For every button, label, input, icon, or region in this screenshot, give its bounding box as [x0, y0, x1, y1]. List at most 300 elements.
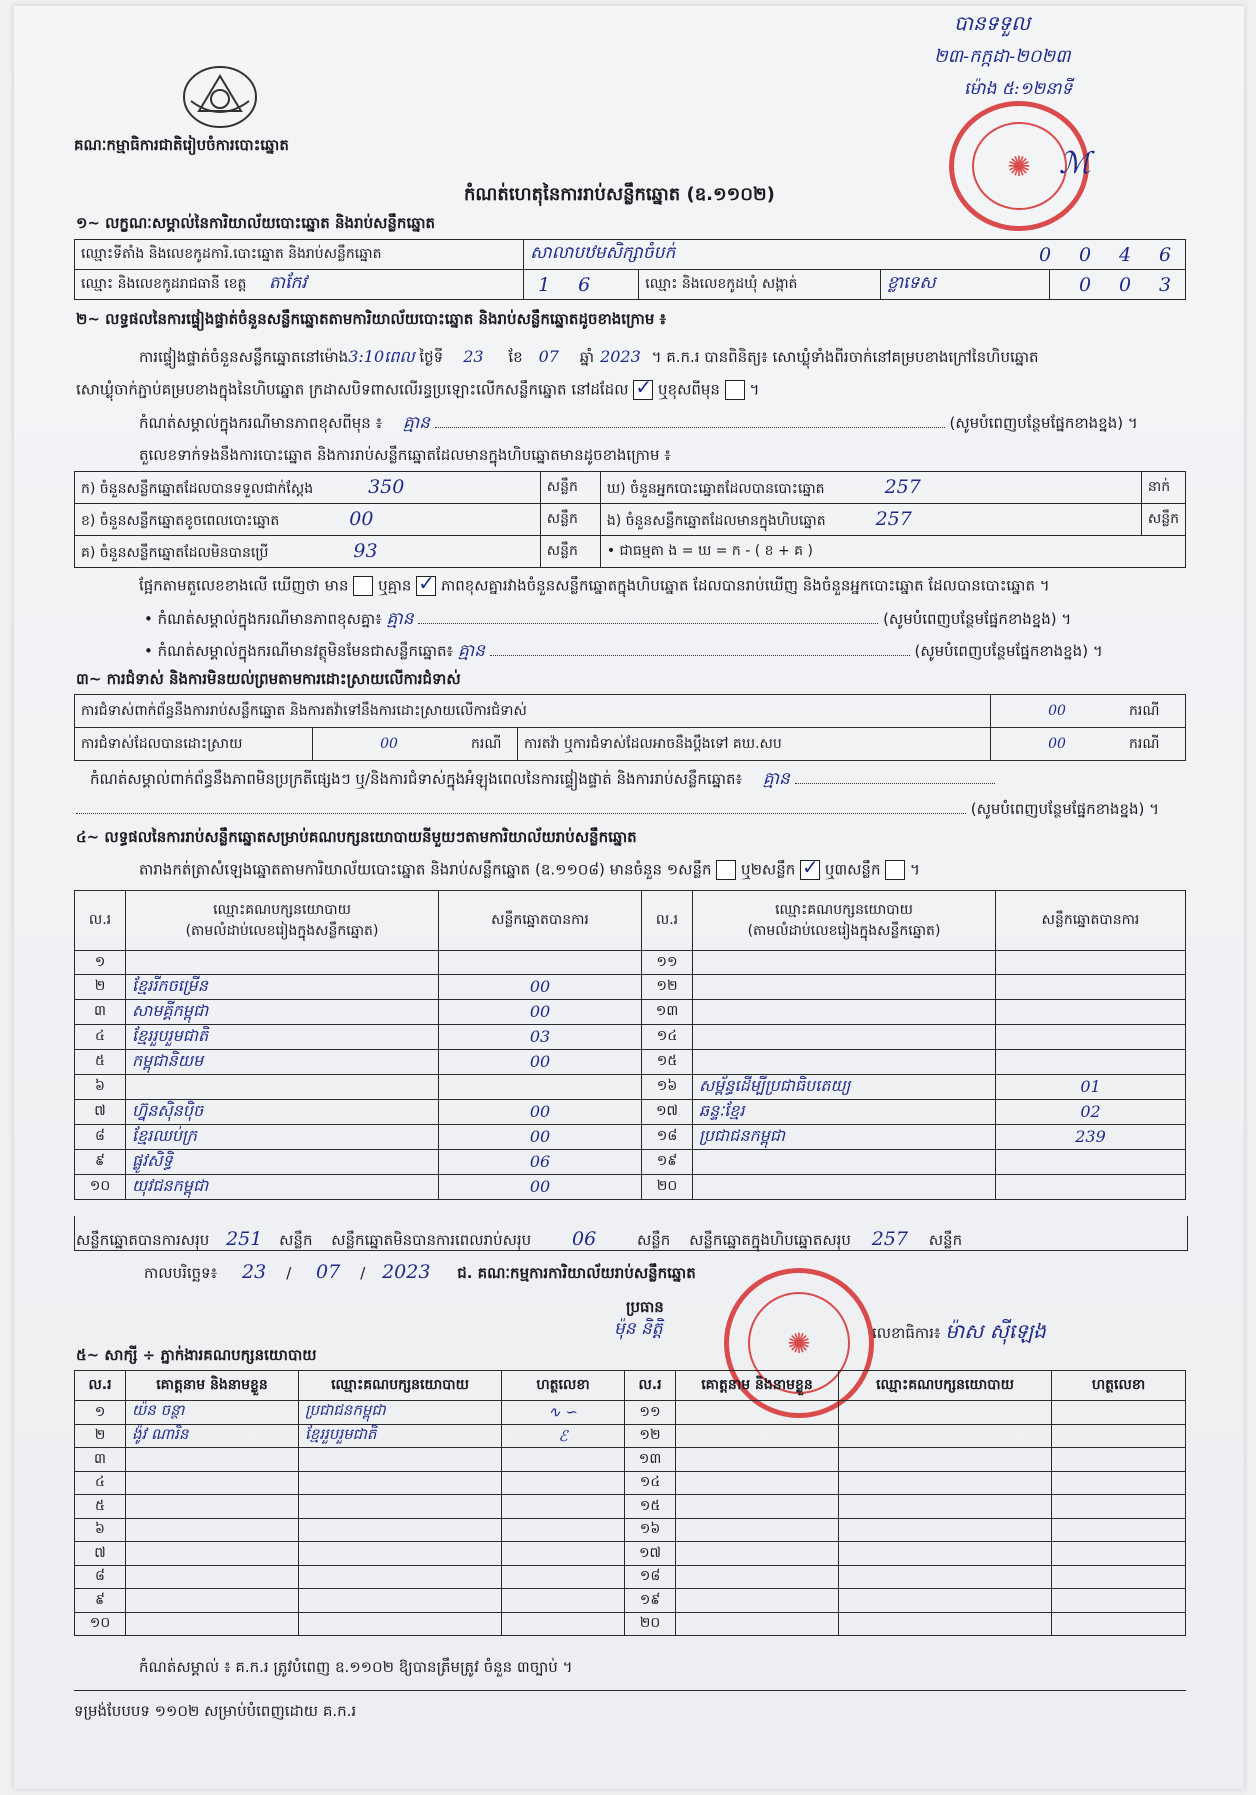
one-sheet-checkbox[interactable]	[716, 860, 736, 880]
witness-party	[299, 1565, 502, 1589]
col-votes-header: សន្លឹកឆ្នោតបានការ	[996, 891, 1186, 951]
witness-row	[75, 1612, 1186, 1636]
verification-year: 2023	[600, 347, 641, 366]
figure-value-a: 350	[368, 475, 405, 498]
commune-code-digit: 0	[1078, 273, 1092, 296]
verification-text-e: ។ គ.ក.រ បានពិនិត្យ៖ សោឃ្លុំទាំងពីរចាក់នៅគម្របខាងក្រៅនៃហិបឆ្នោត	[651, 348, 1039, 366]
figure-unit: សន្លឹក	[540, 536, 600, 568]
result-row	[75, 1149, 1186, 1174]
station-code-digit: 0	[1078, 243, 1092, 266]
witness-name	[676, 1565, 839, 1589]
objections-table	[74, 694, 1186, 761]
witness-name	[676, 1401, 839, 1425]
witness-row	[75, 1589, 1186, 1613]
witness-signature	[502, 1612, 625, 1636]
witness-name	[676, 1612, 839, 1636]
witness-no: ១០	[75, 1612, 126, 1636]
irregularity-note-line-2	[76, 800, 1159, 822]
result-party: ហ្វ៊ុនស៊ិនប៉ិច	[126, 1099, 439, 1124]
result-party	[126, 1074, 439, 1099]
witness-name	[676, 1471, 839, 1495]
figure-value-c: 93	[353, 539, 378, 562]
totals-box	[74, 1216, 1188, 1251]
witness-no: ១៧	[625, 1542, 676, 1566]
witness-row	[75, 1495, 1186, 1519]
result-row	[75, 1074, 1186, 1099]
total-unit: សន្លឹក	[928, 1231, 963, 1249]
irregularity-note-line	[90, 768, 995, 793]
result-votes	[996, 1049, 1186, 1074]
witness-name	[676, 1448, 839, 1472]
commune-value: ខ្លាទេស	[886, 273, 936, 293]
figure-unit: សន្លឹក	[540, 472, 600, 504]
result-votes: 00	[439, 1049, 642, 1074]
witness-row	[75, 1424, 1186, 1448]
witness-row	[75, 1401, 1186, 1425]
bullet-line-2	[144, 640, 1103, 665]
witness-party	[299, 1518, 502, 1542]
result-no: ៥	[75, 1049, 126, 1074]
changed-checkbox[interactable]	[725, 380, 745, 400]
col-no-header: ល.រ	[642, 891, 693, 951]
witness-handwritten-signature: ℰ	[502, 1424, 625, 1448]
commune-code-digit: 0	[1118, 273, 1132, 296]
witness-signature	[1052, 1495, 1186, 1519]
difference-note-value: គ្មាន	[402, 413, 430, 433]
chair-label: ប្រធាន	[626, 1298, 664, 1316]
col-party-title: ឈ្មោះគណបក្សនយោបាយ	[775, 901, 913, 918]
witness-party	[839, 1542, 1052, 1566]
result-party: ប្រជាជនកម្ពុជា	[693, 1124, 996, 1149]
witness-party	[299, 1589, 502, 1613]
form-note: ទម្រង់បែបបទ ១១០២ សម្រាប់បំពេញដោយ គ.ក.រ	[74, 1702, 357, 1720]
result-no: ១៨	[642, 1124, 693, 1149]
changed-text: ឬខុសពីមុន	[658, 380, 720, 399]
difference-text-b: ឬគ្មាន	[378, 576, 412, 595]
witness-signature	[502, 1448, 625, 1472]
two-sheets-checkbox[interactable]: ✓	[802, 855, 819, 879]
figure-label-e: ង) ចំនួនសន្លឹកឆ្នោតដែលមានក្នុងហិបឆ្នោត	[606, 512, 826, 529]
result-row	[75, 1049, 1186, 1074]
witness-signature	[1052, 1589, 1186, 1613]
commune-code-digit: 3	[1158, 273, 1172, 296]
verification-text-b: ថ្ងៃទី	[419, 348, 444, 366]
committee-name: គណៈកម្មាធិការជាតិរៀបចំការបោះឆ្នោត	[74, 136, 289, 154]
witness-signature	[1052, 1565, 1186, 1589]
witness-col-no: ល.រ	[75, 1371, 126, 1401]
witness-no: ១៣	[625, 1448, 676, 1472]
result-row	[75, 974, 1186, 999]
total-valid-value: 251	[226, 1228, 263, 1250]
witness-name	[126, 1589, 299, 1613]
witness-party	[299, 1542, 502, 1566]
figure-label-c: គ) ចំនួនសន្លឹកឆ្នោតដែលមិនបានប្រើ	[81, 544, 269, 561]
figure-value-b: 00	[349, 507, 374, 530]
commune-label: ឈ្មោះ និងលេខកូដឃុំ សង្កាត់	[639, 270, 881, 300]
witness-no: ១៤	[625, 1471, 676, 1495]
two-sheets-text: ឬ២សន្លឹក	[741, 860, 796, 879]
result-votes: 00	[439, 1124, 642, 1149]
result-votes	[996, 1024, 1186, 1049]
result-no: ២	[75, 974, 126, 999]
result-party	[693, 1174, 996, 1199]
province-code-digit: 1	[538, 273, 551, 296]
result-votes: 00	[439, 999, 642, 1024]
result-votes	[996, 1149, 1186, 1174]
witness-name	[676, 1518, 839, 1542]
witness-party	[839, 1471, 1052, 1495]
objection-value-3: 00	[991, 728, 1124, 761]
signer-org: ជ. គណៈកម្មការការិយាល័យរាប់សន្លឹកឆ្នោត	[457, 1264, 696, 1282]
objection-value-2: 00	[313, 728, 466, 761]
witness-signature	[1052, 1424, 1186, 1448]
witness-no: ៦	[75, 1518, 126, 1542]
footer-note: កំណត់សម្គាល់ ៖ គ.ក.រ ត្រូវបំពេញ ឧ.១១០២ ឱ្យបានត្រឹមត្រូវ ចំនួន ៣ច្បាប់ ។	[139, 1658, 573, 1676]
result-no: ១១	[642, 951, 693, 975]
received-date: ២៣-កក្កដា-២០២៣	[934, 46, 1071, 67]
figure-value-d: 257	[884, 475, 921, 498]
witness-name	[126, 1565, 299, 1589]
witness-party	[839, 1495, 1052, 1519]
witness-party: ប្រជាជនកម្ពុជា	[299, 1401, 502, 1425]
witness-signature	[1052, 1448, 1186, 1472]
figure-label-b: ខ) ចំនួនសន្លឹកឆ្នោតខូចពេលបោះឆ្នោត	[81, 512, 280, 529]
witness-row	[75, 1542, 1186, 1566]
result-votes: 02	[996, 1099, 1186, 1124]
witness-party	[299, 1495, 502, 1519]
figure-label-d: ឃ) ចំនួនអ្នកបោះឆ្នោតដែលបានបោះឆ្នោត	[606, 480, 825, 497]
witness-no: ១	[75, 1401, 126, 1425]
result-row	[75, 951, 1186, 975]
objection-label-1: ការជំទាស់ពាក់ព័ន្ធនឹងការរាប់សន្លឹកឆ្នោត និងការតវ៉ាទៅនឹងការដោះស្រាយលើការជំទាស់	[75, 695, 991, 728]
witness-col-no: ល.រ	[625, 1371, 676, 1401]
date-label: កាលបរិច្ឆេទ៖	[144, 1264, 218, 1282]
witness-signature	[502, 1471, 625, 1495]
result-party: ខ្មែរឈប់ក្រ	[126, 1124, 439, 1149]
difference-note-label: កំណត់សម្គាល់ក្នុងករណីមានភាពខុសពីមុន ៖	[139, 414, 383, 432]
result-votes	[996, 1174, 1186, 1199]
witness-no: ១៩	[625, 1589, 676, 1613]
result-votes: 00	[439, 1099, 642, 1124]
col-votes-header: សន្លឹកឆ្នោតបានការ	[439, 891, 642, 951]
date-line: កាលបរិច្ឆេទ៖ 23 / 07 / 2023 ជ. គណៈកម្មការការិយាល័យរាប់សន្លឹកឆ្នោត	[144, 1261, 696, 1283]
witness-row	[75, 1471, 1186, 1495]
three-sheets-text: ឬ៣សន្លឹក	[824, 860, 881, 879]
witness-col-name: គោត្តនាម និងនាមខ្លួន	[126, 1371, 299, 1401]
results-body	[75, 951, 1186, 1200]
ballot-count-record-page	[14, 6, 1244, 1789]
irregularity-note-label: កំណត់សម្គាល់ពាក់ព័ន្ធនឹងភាពមិនប្រក្រតីផ្សេងៗ ឬ/និងការជំទាស់ក្នុងអំឡុងពេលនៃការផ្ទៀងផ្ទាត់ និងការរាប់សន្លឹកឆ្នោត៖	[90, 770, 743, 788]
result-no: ១៧	[642, 1099, 693, 1124]
stamp-emblem-icon: ✺	[972, 122, 1067, 210]
result-party: ខ្មែររួបរួមជាតិ	[126, 1024, 439, 1049]
result-party	[693, 1049, 996, 1074]
result-no: ៣	[75, 999, 126, 1024]
result-party: ខ្មែររីកចម្រើន	[126, 974, 439, 999]
total-box-value: 257	[871, 1228, 908, 1250]
section2-heading: ២~ លទ្ធផលនៃការផ្ទៀងផ្ទាត់ចំនួនសន្លឹកឆ្នោតតាមការិយាល័យបោះឆ្នោត និងរាប់សន្លឹកឆ្នោតដូចខាងក្រោម ៖	[76, 310, 667, 328]
figure-unit: សន្លឹក	[540, 504, 600, 536]
result-row	[75, 1024, 1186, 1049]
witness-party	[299, 1471, 502, 1495]
province-label: ឈ្មោះ និងលេខកូដរាជធានី ខេត្ត	[81, 276, 247, 292]
section1-heading: ១~ លក្ខណៈសម្គាល់នៃការិយាល័យបោះឆ្នោត និងរាប់សន្លឹកឆ្នោត	[76, 214, 436, 232]
date-month: 07	[316, 1261, 341, 1283]
witness-party	[839, 1448, 1052, 1472]
result-party: កម្ពុជានិយម	[126, 1049, 439, 1074]
witness-party	[299, 1448, 502, 1472]
difference-note-suffix: (សូមបំពេញបន្ថែមផ្នែកខាងខ្នង) ។	[949, 414, 1138, 432]
objection-label-2: ការជំទាស់ដែលបានដោះស្រាយ	[75, 728, 313, 761]
col-party-header	[693, 891, 996, 951]
witness-party: ខ្មែររួបរួមជាតិ	[299, 1424, 502, 1448]
witness-name	[676, 1424, 839, 1448]
result-no: ១	[75, 951, 126, 975]
bullet2-label: • កំណត់សម្គាល់ក្នុងករណីមានវត្ថុមិនមែនជាសន្លឹកឆ្នោត៖	[144, 642, 454, 660]
witness-no: ២	[75, 1424, 126, 1448]
result-row	[75, 1099, 1186, 1124]
witness-party	[839, 1589, 1052, 1613]
date-year: 2023	[382, 1261, 431, 1283]
nec-emblem-icon	[179, 61, 261, 131]
difference-note-line	[139, 412, 1209, 437]
result-votes	[439, 1074, 642, 1099]
witness-no: ១១	[625, 1401, 676, 1425]
result-party	[693, 951, 996, 975]
witness-signature	[1052, 1471, 1186, 1495]
figure-formula: • ជាធម្មតា ង = ឃ = ក - ( ខ + គ )	[600, 536, 1185, 568]
result-party: សាមគ្គីកម្ពុជា	[126, 999, 439, 1024]
witness-no: ៣	[75, 1448, 126, 1472]
result-party	[693, 974, 996, 999]
col-party-subtitle: (តាមលំដាប់លេខរៀងក្នុងសន្លឹកឆ្នោត)	[185, 922, 379, 939]
objection-unit-1: ករណី	[1123, 695, 1186, 728]
result-party: ឆន្ទៈខ្មែរ	[693, 1099, 996, 1124]
verification-line-2: សោឃ្លុំចាក់ភ្ជាប់គម្របខាងក្នុងនៃហិបឆ្នោត ក្រដាសបិទពាសលើរន្ធប្រឡោះលើកសន្លឹកឆ្នោត នៅដដែល ✓ ឬខុសពីមុន ។	[76, 375, 760, 399]
result-party	[693, 999, 996, 1024]
col-party-header	[126, 891, 439, 951]
station-code-digit: 4	[1118, 243, 1132, 266]
difference-statement	[139, 571, 1050, 599]
witness-no: ១៦	[625, 1518, 676, 1542]
witness-party	[299, 1612, 502, 1636]
witness-no: ១៨	[625, 1565, 676, 1589]
witness-party	[839, 1518, 1052, 1542]
difference-text-c: ភាពខុសគ្នារវាងចំនួនសន្លឹកឆ្នោតក្នុងហិបឆ្នោត ដែលបានរាប់ឃើញ និងចំនួនអ្នកបោះឆ្នោត ដែលបានបោះឆ្នោត ។	[440, 576, 1050, 595]
witness-name	[676, 1589, 839, 1613]
result-no: ១២	[642, 974, 693, 999]
witness-name	[676, 1542, 839, 1566]
bullet-line-1	[144, 608, 1071, 633]
result-row	[75, 1124, 1186, 1149]
result-votes: 00	[439, 974, 642, 999]
result-row	[75, 1174, 1186, 1199]
result-no: ១៦	[642, 1074, 693, 1099]
witness-name	[126, 1518, 299, 1542]
witness-name	[126, 1542, 299, 1566]
bullet2-value: គ្មាន	[457, 641, 485, 661]
result-votes	[996, 999, 1186, 1024]
figure-unit: នាក់	[1141, 472, 1185, 504]
date-day: 23	[242, 1261, 267, 1283]
witness-signature	[1052, 1612, 1186, 1636]
result-no: ៤	[75, 1024, 126, 1049]
bullet1-label: • កំណត់សម្គាល់ក្នុងករណីមានភាពខុសគ្នា៖	[144, 610, 382, 628]
three-sheets-checkbox[interactable]	[885, 860, 905, 880]
witness-name	[126, 1612, 299, 1636]
witness-signature	[502, 1542, 625, 1566]
total-unit: សន្លឹក	[279, 1231, 313, 1249]
total-invalid-value: 06	[571, 1228, 597, 1250]
station-label: ឈ្មោះទីតាំង និងលេខកូដការិ.បោះឆ្នោត និងរាប់សន្លឹកឆ្នោត	[75, 240, 524, 270]
result-votes: 00	[439, 1174, 642, 1199]
col-party-title: ឈ្មោះគណបក្សនយោបាយ	[213, 901, 351, 918]
witness-party	[839, 1565, 1052, 1589]
result-no: ២០	[642, 1174, 693, 1199]
section5-heading: ៥~ សាក្សី ÷ ភ្នាក់ងារគណបក្សនយោបាយ	[76, 1346, 317, 1364]
result-no: ១០	[75, 1174, 126, 1199]
secretary-line: លេខាធិការ៖ ម៉ាស ស៊ីឡេង	[872, 1319, 1046, 1343]
difference-text-a: ផ្អែកតាមតួលេខខាងលើ ឃើញថា មាន	[139, 576, 349, 595]
result-votes	[996, 974, 1186, 999]
witness-name	[126, 1495, 299, 1519]
objection-label-3: ការតវ៉ា ឬការជំទាស់ដែលអាចនឹងប្តឹងទៅ គឃ.សប	[518, 728, 991, 761]
result-votes	[996, 951, 1186, 975]
witness-col-party: ឈ្មោះគណបក្សនយោបាយ	[839, 1371, 1052, 1401]
result-votes: 239	[996, 1124, 1186, 1149]
ballot-figures-table	[74, 471, 1186, 568]
has-difference-checkbox[interactable]	[353, 576, 373, 596]
irregularity-note-suffix: (សូមបំពេញបន្ថែមផ្នែកខាងខ្នង) ។	[970, 800, 1160, 818]
witness-col-name: គោត្តនាម និងនាមខ្លួន	[676, 1371, 839, 1401]
station-code-digit: 6	[1158, 243, 1172, 266]
result-no: ១៥	[642, 1049, 693, 1074]
bullet2-suffix: (សូមបំពេញបន្ថែមផ្នែកខាងខ្នង) ។	[914, 642, 1103, 660]
tally-sheet-text: តារាងកត់ត្រាសំឡេងឆ្នោតតាមការិយាល័យបោះឆ្នោត និងរាប់សន្លឹកឆ្នោត (ឧ.១១០៨) មានចំនួន ១សន្លឹក	[139, 860, 712, 879]
witness-table	[74, 1370, 1186, 1636]
witness-name	[676, 1495, 839, 1519]
objection-unit-2: ករណី	[465, 728, 518, 761]
received-note: បានទទួល	[954, 11, 1031, 35]
witness-no: ៧	[75, 1542, 126, 1566]
verification-day: 23	[463, 347, 484, 366]
result-no: ៨	[75, 1124, 126, 1149]
witness-col-sign: ហត្ថលេខា	[502, 1371, 625, 1401]
verification-time: 3:10ពេល	[348, 347, 415, 366]
province-code-digit: 6	[578, 273, 591, 296]
received-signature: ℳ	[1059, 146, 1092, 181]
secretary-label: លេខាធិការ	[872, 1324, 934, 1342]
result-party	[126, 951, 439, 975]
witness-col-party: ឈ្មោះគណបក្សនយោបាយ	[299, 1371, 502, 1401]
total-invalid-label: សន្លឹកឆ្នោតមិនបានការពេលរាប់សរុប	[331, 1231, 532, 1249]
section4-heading: ៤~ លទ្ធផលនៃការរាប់សន្លឹកឆ្នោតសម្រាប់គណបក្សនយោបាយនីមួយៗតាមការិយាល័យរាប់សន្លឹកឆ្នោត	[76, 828, 637, 846]
result-party	[693, 1024, 996, 1049]
verification-line-1	[139, 346, 1039, 370]
result-no: ១៣	[642, 999, 693, 1024]
figure-value-e: 257	[875, 507, 912, 530]
no-difference-checkbox[interactable]: ✓	[418, 571, 435, 595]
result-no: ១៤	[642, 1024, 693, 1049]
col-no-header: ល.រ	[75, 891, 126, 951]
bullet1-value: គ្មាន	[386, 609, 414, 629]
verification-text-a: ការផ្ទៀងផ្ទាត់ចំនួនសន្លឹកឆ្នោតនៅម៉ោង	[139, 348, 349, 366]
result-votes: 06	[439, 1149, 642, 1174]
result-party: យុវជនកម្ពុជា	[126, 1174, 439, 1199]
received-time: ម៉ោង ៥:១២នាទី	[964, 79, 1073, 99]
objection-unit-3: ករណី	[1123, 728, 1186, 761]
seal-intact-text: សោឃ្លុំចាក់ភ្ជាប់គម្របខាងក្នុងនៃហិបឆ្នោត ក្រដាសបិទពាសលើរន្ធប្រឡោះលើកសន្លឹកឆ្នោត នៅដដែល	[76, 380, 629, 399]
col-party-subtitle: (តាមលំដាប់លេខរៀងក្នុងសន្លឹកឆ្នោត)	[747, 922, 941, 939]
station-value: សាលាបឋមសិក្សាចំបក់	[530, 243, 676, 263]
intact-checkbox[interactable]: ✓	[635, 375, 653, 399]
footer-divider	[74, 1690, 1186, 1691]
result-row	[75, 999, 1186, 1024]
total-unit: សន្លឹក	[636, 1231, 671, 1249]
objection-value-1: 00	[991, 695, 1124, 728]
witness-signature	[502, 1589, 625, 1613]
witness-signature	[1052, 1401, 1186, 1425]
section3-heading: ៣~ ការជំទាស់ និងការមិនយល់ព្រមតាមការដោះស្រាយលើការជំទាស់	[76, 670, 461, 688]
verification-month: 07	[538, 347, 559, 366]
bullet1-suffix: (សូមបំពេញបន្ថែមផ្នែកខាងខ្នង) ។	[883, 610, 1072, 628]
witness-signature	[1052, 1518, 1186, 1542]
result-votes: 01	[996, 1074, 1186, 1099]
result-votes: 03	[439, 1024, 642, 1049]
witness-no: ៨	[75, 1565, 126, 1589]
witness-signature	[502, 1518, 625, 1542]
witness-party	[839, 1424, 1052, 1448]
witness-row	[75, 1565, 1186, 1589]
result-votes	[439, 951, 642, 975]
verification-text-c: ខែ	[508, 348, 523, 366]
station-code-digit: 0	[1038, 243, 1052, 266]
verification-text-d: ឆ្នាំ	[579, 348, 595, 366]
result-no: ៩	[75, 1149, 126, 1174]
witness-party	[839, 1401, 1052, 1425]
witness-signature	[502, 1495, 625, 1519]
figure-label-a: ក) ចំនួនសន្លឹកឆ្នោតដែលបានទទួលជាក់ស្តែង	[81, 480, 314, 497]
province-value: តាកែវ	[268, 273, 307, 293]
result-no: ៦	[75, 1074, 126, 1099]
total-valid-label: សន្លឹកឆ្នោតបានការសរុប	[76, 1231, 210, 1249]
result-no: ១៩	[642, 1149, 693, 1174]
result-no: ៧	[75, 1099, 126, 1124]
stamp-emblem-icon: ✺	[748, 1292, 850, 1394]
figure-unit: សន្លឹក	[1141, 504, 1185, 536]
tally-end: ។	[910, 860, 920, 879]
tally-sheet-line	[139, 855, 920, 883]
witness-name	[126, 1448, 299, 1472]
witness-body	[75, 1401, 1186, 1636]
witness-name: ង៉ូវ ណារិន	[126, 1424, 299, 1448]
witness-name: យ៉ន ចន្ថា	[126, 1401, 299, 1425]
total-box-label: សន្លឹកឆ្នោតក្នុងហិបឆ្នោតសរុប	[689, 1231, 851, 1249]
witness-row	[75, 1448, 1186, 1472]
witness-signature	[1052, 1542, 1186, 1566]
witness-no: ១២	[625, 1424, 676, 1448]
secretary-name: ម៉ាស ស៊ីឡេង	[945, 1319, 1046, 1343]
witness-no: ៤	[75, 1471, 126, 1495]
witness-name	[126, 1471, 299, 1495]
witness-no: ២០	[625, 1612, 676, 1636]
result-party: សម្ព័ន្ធដើម្បីប្រជាធិបតេយ្យ	[693, 1074, 996, 1099]
witness-no: ៩	[75, 1589, 126, 1613]
witness-party	[839, 1612, 1052, 1636]
result-party: ផ្លូវសិទ្ធិ	[126, 1149, 439, 1174]
document-title: កំណត់ហេតុនៃការរាប់សន្លឹកឆ្នោត (ឧ.១១០២)	[464, 184, 775, 205]
party-results-table	[74, 890, 1186, 1200]
